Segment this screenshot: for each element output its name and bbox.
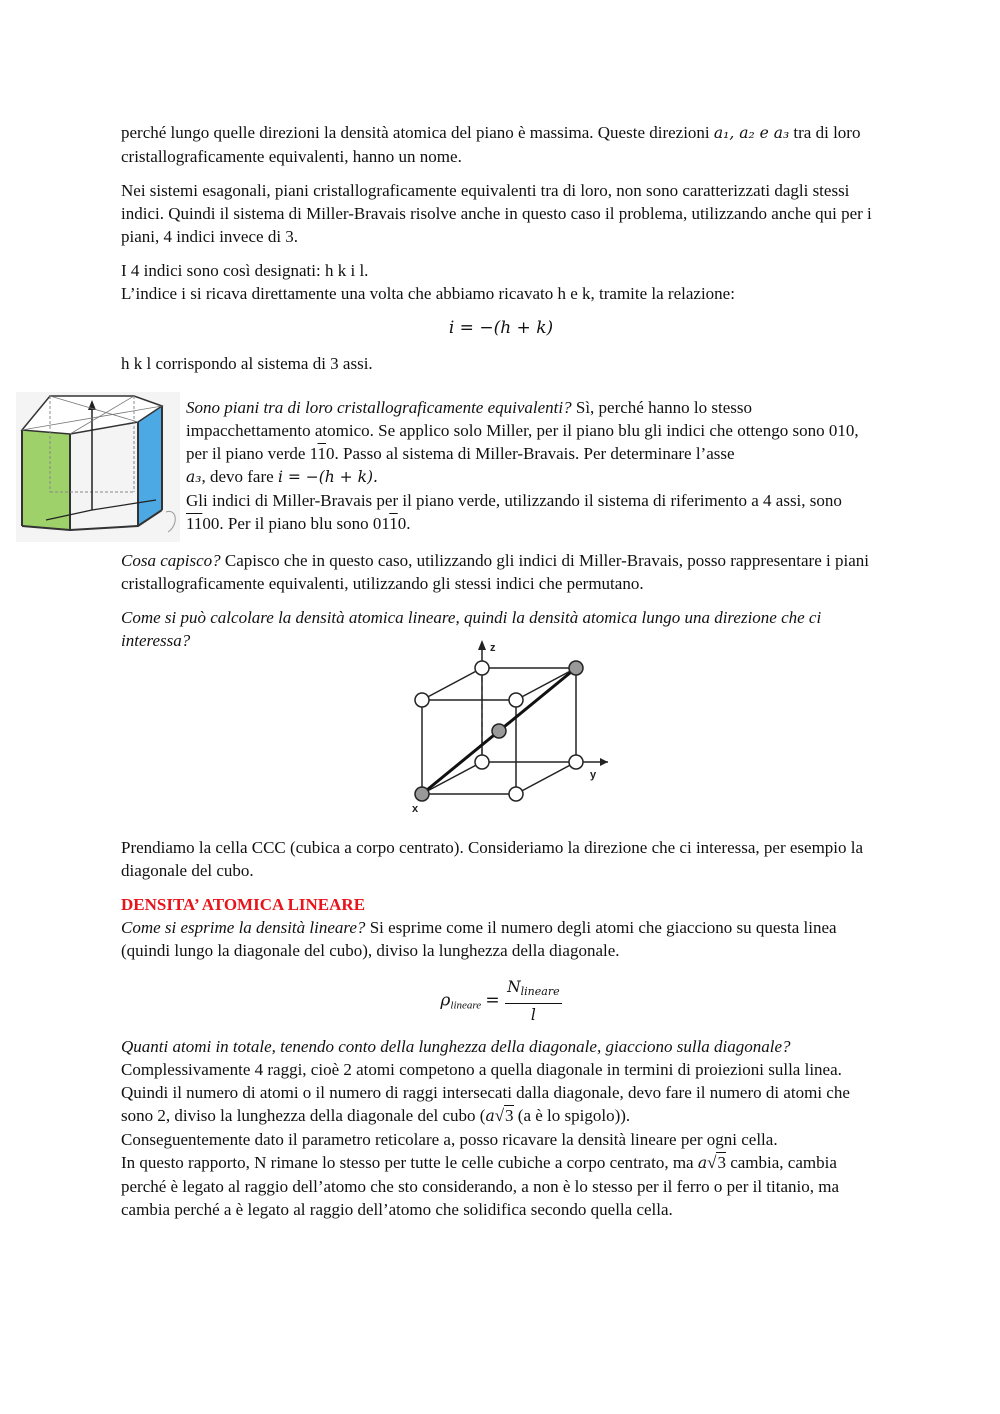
- hexagonal-explanation: [186, 396, 876, 535]
- paragraph-linear-density-question: Come si può calcolare la densità atomica lineare, quindi la densità atomica lungo una direzione che ci interessa?: [121, 608, 822, 650]
- paragraph-ratio: In questo rapporto, N rimane lo stesso per tutte le celle cubiche a corpo centrato, ma a√3 cambia, cambia perché è legato al raggio dell’atomo che sto considerando, a non è lo stesso per il ferro o per il titanio, ma cambia perché a è legato al raggio dell’atomo che solidifica secondo quella cella.: [121, 1153, 840, 1219]
- z-axis-label: z: [490, 642, 496, 654]
- paragraph-atoms-answer: Complessivamente 4 raggi, cioè 2 atomi competono a quella diagonale in termini di proiezioni sulla linea. Quindi il numero di atomi o il numero di raggi intersecati dalla diagonale, devo fare il numero di atomi che sono 2, diviso la lunghezza della diagonale del cubo (a√3 (a è lo spigolo)).: [121, 1060, 850, 1125]
- paragraph-four-indices: I 4 indici sono così designati: h k i l.: [121, 261, 369, 280]
- page-body-4: [121, 1035, 881, 1221]
- paragraph-cosa-capisco: Cosa capisco? Capisco che in questo caso, utilizzando gli indici di Miller-Bravais, posso rappresentare i piani cristallograficamente equivalenti, utilizzando gli stessi indici che permutano.: [121, 551, 869, 593]
- paragraph-atoms-question: Quanti atomi in totale, tenendo conto della lunghezza della diagonale, giacciono sulla diagonale?: [121, 1037, 791, 1056]
- hexagonal-prism-figure: [16, 392, 180, 542]
- page-body-2: [121, 549, 881, 652]
- formula-linear-density: $\rho_{lineare}$ = $\frac{N_{lineare}}{l}$: [440, 978, 560, 1024]
- paragraph-index-i: L’indice i si ricava direttamente una volta che abbiamo ricavato h e k, tramite la relazione:: [121, 284, 735, 303]
- paragraph-directions: perché lungo quelle direzioni la densità atomica del piano è massima. Queste direzioni a₁, a₂ e a₃ tra di loro cristallograficamente equivalenti, hanno un nome.: [121, 123, 861, 166]
- section-heading: DENSITA’ ATOMICA LINEARE: [121, 895, 366, 914]
- paragraph-hexagonal-systems: Nei sistemi esagonali, piani cristallograficamente equivalenti tra di loro, non sono caratterizzati dagli stessi indici. Quindi il sistema di Miller-Bravais risolve anche in questo caso il problema, utilizzando anche qui per i piani, 4 indici invece di 3.: [121, 181, 872, 246]
- y-axis-label: y: [590, 769, 597, 781]
- x-axis-label: x: [412, 803, 419, 815]
- page-body-3: [121, 836, 881, 962]
- formula-i: i = −(h + k): [448, 318, 554, 338]
- hex-paragraph-1: Sono piani tra di loro cristallograficamente equivalenti? Sì, perché hanno lo stesso impacchettamento atomico. Se applico solo Miller, per il piano blu gli indici che ottengo sono 010, per il piano verde 110. Passo al sistema di Miller-Bravais. Per determinare l’asse a₃, devo fare i = −(h + k).: [186, 398, 859, 486]
- hex-paragraph-2: Gli indici di Miller-Bravais per il piano verde, utilizzando il sistema di riferimento a 4 assi, sono 1100. Per il piano blu sono 0110.: [186, 491, 842, 533]
- directions-math: a₁, a₂ e a₃: [713, 124, 790, 142]
- paragraph-linear-density-definition: Come si esprime la densità lineare? Si esprime come il numero degli atomi che giacciono su questa linea (quindi lungo la diagonale del cubo), diviso la lunghezza della diagonale.: [121, 918, 837, 960]
- bcc-cube-figure: [396, 638, 608, 818]
- paragraph-ccc-cell: Prendiamo la cella CCC (cubica a corpo centrato). Consideriamo la direzione che ci interessa, per esempio la diagonale del cubo.: [121, 838, 864, 880]
- paragraph-consequently: Conseguentemente dato il parametro reticolare a, posso ricavare la densità lineare per ogni cella.: [121, 1130, 778, 1149]
- page-body: [121, 121, 881, 375]
- paragraph-hkl: h k l corrispondo al sistema di 3 assi.: [121, 354, 373, 373]
